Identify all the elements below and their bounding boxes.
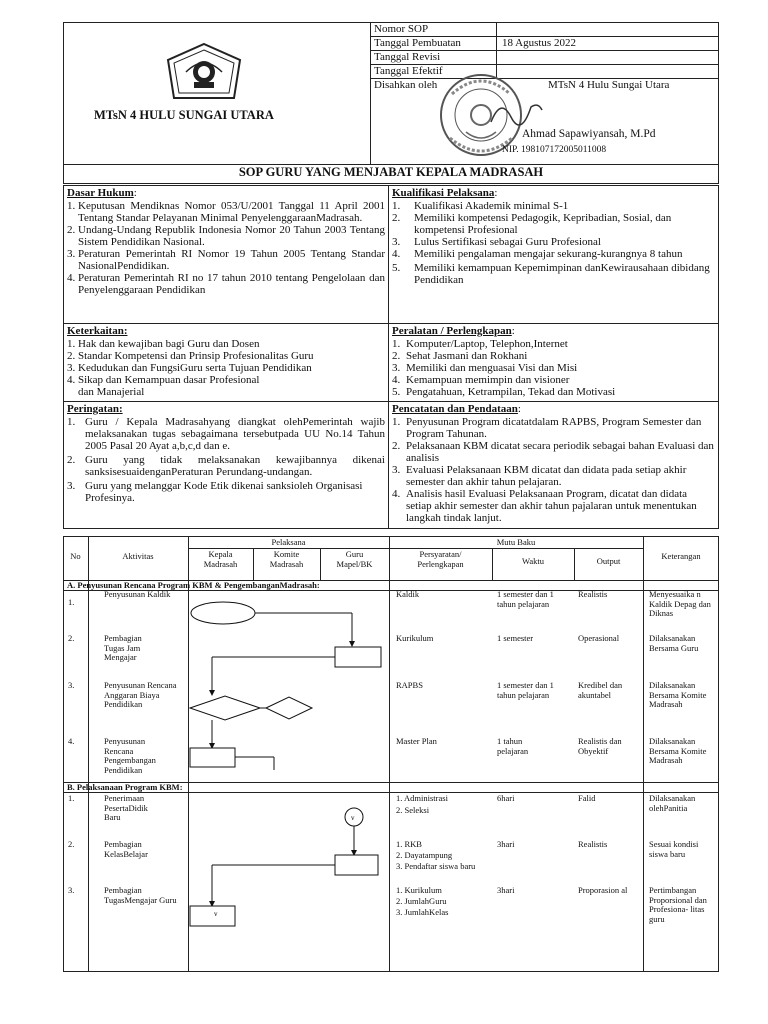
list-item: 3. Kedudukan dan FungsiGuru serta Tujuan Pendidikan [67,362,312,374]
meta-label-nomor: Nomor SOP [374,23,429,35]
list-item: 2. Standar Kompetensi dan Prinsip Profesionalitas Guru [67,350,314,362]
process-box [335,647,381,667]
list-item: 2. Sehat Jasmani dan Rokhani [392,350,528,362]
peralatan-section: Peralatan / Perlengkapan: 1. Komputer/Laptop, Telephon,Internet 2. Sehat Jasmani dan Rokhani 3. Memiliki dan menguasai Visi dan Misi 4. Kemampuan memimpin dan visioner 5. Pengatahuan, Ketrampilan, Tekad dan Motivasi [392,325,714,398]
th-waktu: Waktu [522,556,544,566]
list-item: 4. Sikap dan Kemampuan dasar Profesional dan Manajerial [67,374,260,398]
th-output: Output [596,556,621,566]
school-name: MTsN 4 HULU SUNGAI UTARA [94,108,274,122]
pencatatan-section: Pencatatan dan Pendataan: 1. Penyusunan Program dicatatdalam RAPBS, Program Semester dan Program Tahunan. 2. Pelaksanaan KBM dicatat secara periodik sebagai bahan Evaluasi dan analisis 3. Evaluasi Pelaksanaan KBM dicatat dan didata pada setiap akhir semester dan akhir tahun pelajaran. 4. Analisis hasil Evaluasi Pelaksanaan Program, dicatat dan didata setiap akhir semester dan akhir tahun pajalaran untuk menentukan langkah tindak lanjut. [392,403,714,524]
section-a-title: A. Penyusunan Rencana Program KBM & PengembanganMadrasah: [67,580,320,590]
peringatan-title: Peringatan: [67,403,123,415]
list-item: 1. Keputusan Mendiknas Nomor 053/U/2001 Tanggal 11 April 2001 Tentang Standar Pelayanan Minimal PenyelenggaraanMadrasah. [67,200,385,224]
section-b-title: B. Pelaksanaan Program KBM: [67,782,183,792]
list-item: 2. Memiliki kompetensi Pedagogik, Kepribadian, Sosial, dan kompetensi Profesional [392,212,672,236]
pencatatan-title: Pencatatan dan Pendataan [392,403,518,415]
list-item: 1. Komputer/Laptop, Telephon,Internet [392,338,568,350]
process-box [190,748,235,767]
th-kepala: Kepala Madrasah [203,549,238,569]
list-item: 1. Guru / Kepala Madrasahyang diangkat olehPemerintah wajib melaksanakan tugas sebagaimana tersebutpada UU No.14 Tahun 2005 Pasal 20 Ayat a,b,c,d dan e. [67,416,385,452]
list-item: 4. Peraturan Pemerintah RI no 17 tahun 2010 tentang Pengelolaan dan Penyelenggaraan Pendidikan [67,272,385,296]
decision-diamond [190,696,260,720]
list-item: 3. Lulus Sertifikasi sebagai Guru Profesional [392,236,601,248]
list-item: 2. Guru yang tidak melaksanakan kewajibannya dikenai sanksisesuaidenganPeraturan Perundang-undangan. [67,454,385,478]
th-keterangan: Keterangan [661,551,701,561]
list-item: 1. Penyusunan Program dicatatdalam RAPBS, Program Semester dan Program Tahunan. [392,416,702,440]
list-item: 3. Peraturan Pemerintah RI Nomor 19 Tahun 2005 Tentang Standar NasionalPendidikan. [67,248,385,272]
meta-value-pembuatan: 18 Agustus 2022 [502,37,576,49]
list-item: 3. Memiliki dan menguasai Visi dan Misi [392,362,578,374]
flowchart [188,590,389,972]
list-item: 4. Memiliki pengalaman mengajar sekurang-kurangnya 8 tahun [392,248,683,260]
process-box [335,855,378,875]
th-komite: Komite Madrasah [269,549,304,569]
peralatan-title: Peralatan / Perlengkapan [392,325,512,337]
list-item: 1. Hak dan kewajiban bagi Guru dan Dosen [67,338,260,350]
dasar-hukum-title: Dasar Hukum [67,187,134,199]
connector-label: v [214,910,218,918]
th-mutu: Mutu Baku [496,537,536,547]
list-item: 5. Pengatahuan, Ketrampilan, Tekad dan Motivasi [392,386,616,398]
keterkaitan-title: Keterkaitan: [67,325,128,337]
list-item: 2. Undang-Undang Republik Indonesia Nomor 20 Tahun 2003 Tentang Sistem Pendidikan Nasional. [67,224,385,248]
keterkaitan-section [67,325,385,398]
list-item: 5. Memiliki kemampuan Kepemimpinan danKewirausahaan dibidang Pendidikan [392,262,710,286]
signer-name: Ahmad Sapawiyansah, M.Pd [522,128,656,140]
signer-nip: NIP. 198107172005011008 [502,145,607,155]
madrasah-logo-icon [164,42,244,104]
process-box [190,906,235,926]
list-item: 4. Analisis hasil Evaluasi Pelaksanaan Program, dicatat dan didata setiap akhir semester dan akhir tahun pajalaran untuk menentukan langkah tindak lanjut. [392,488,697,524]
start-terminator [191,602,255,624]
peringatan-section [67,403,385,504]
list-item: 3. Evaluasi Pelaksanaan KBM dicatat dan didata pada setiap akhir semester dan akhir tahun pelajaran. [392,464,687,488]
th-guru: Guru Mapel/BK [336,549,373,569]
kualifikasi-section: Kualifikasi Pelaksana: 1. Kualifikasi Akademik minimal S-1 2. Memiliki kompetensi Pedagogik, Kepribadian, Sosial, dan kompetensi Profesional 3. Lulus Sertifikasi sebagai Guru Profesional 4. Memiliki pengalaman mengajar sekurang-kurangnya 8 tahun 5. Memiliki kemampuan Kepemimpinan danKewirausahaan dibidang Pendidikan [392,187,714,286]
th-no: No [70,551,81,561]
meta-value-disahkan: MTsN 4 Hulu Sungai Utara [548,79,670,91]
list-item: 4. Kemampuan memimpin dan visioner [392,374,570,386]
list-item: 2. Pelaksanaan KBM dicatat secara periodik sebagai bahan Evaluasi dan analisis [392,440,714,464]
th-pelaksana: Pelaksana [271,537,306,547]
signature-icon [486,92,546,132]
kualifikasi-title: Kualifikasi Pelaksana [392,187,495,199]
decision-diamond [266,697,312,719]
list-item: 3. Guru yang melanggar Kode Etik dikenai sanksioleh Organisasi Profesinya. [67,480,363,504]
meta-label-efektif: Tanggal Efektif [374,65,443,77]
meta-label-pembuatan: Tanggal Pembuatan [374,37,461,49]
page-title: SOP GURU YANG MENJABAT KEPALA MADRASAH [238,165,544,179]
list-item: 1. Kualifikasi Akademik minimal S-1 [392,200,569,212]
meta-label-revisi: Tanggal Revisi [374,51,441,63]
th-aktivitas: Aktivitas [122,551,154,561]
connector-label: v [351,814,355,822]
th-persyaratan: Persyaratan/ Perlengkapan [417,549,464,569]
dasar-hukum-section: Dasar Hukum: 1. Keputusan Mendiknas Nomor 053/U/2001 Tanggal 11 April 2001 Tentang Standar Pelayanan Minimal PenyelenggaraanMadrasah. 2. Undang-Undang Republik Indonesia Nomor 20 Tahun 2003 Tentang Sistem Pendidikan Nasional. 3. Peraturan Pemerintah RI Nomor 19 Tahun 2005 Tentang Standar NasionalPendidikan. 4. Peraturan Pemerintah RI no 17 tahun 2010 tentang Pengelolaan dan Penyelenggaraan Pendidikan [67,187,385,296]
meta-label-disahkan: Disahkan oleh [374,79,438,91]
